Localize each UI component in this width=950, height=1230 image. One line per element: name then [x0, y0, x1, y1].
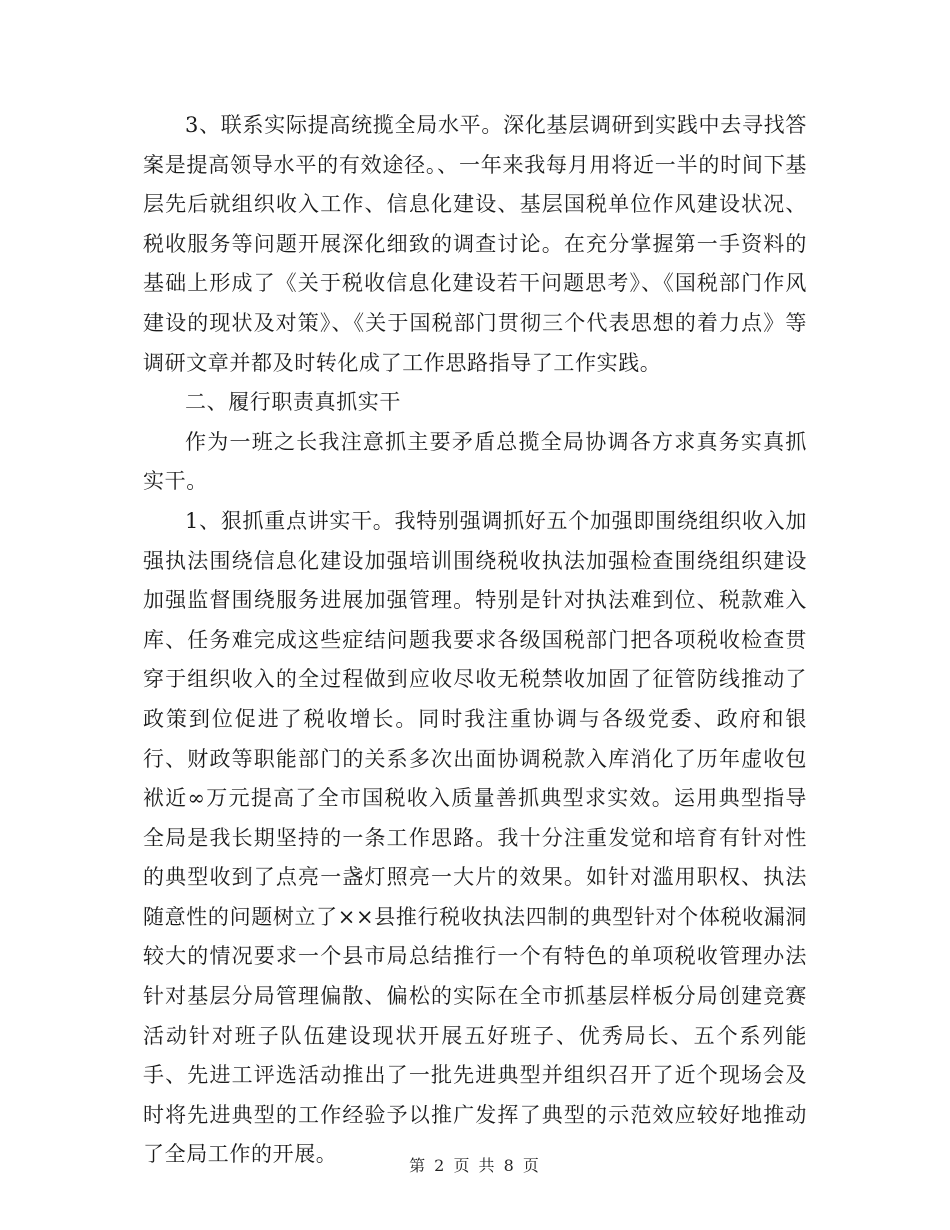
paragraph-research: 3、联系实际提高统揽全局水平。深化基层调研到实践中去寻找答案是提高领导水平的有效途径。、一年来我每月用将近一半的时间下基层先后就组织收入工作、信息化建设、基层国税单位作风建设状况、税收服务等问题开展深化细致的调查讨论。在充分掌握第一手资料的基础上形成了《关于税收信息化建设若干问题思考》、《国税部门作风建设的现状及对策》、《关于国税部门贯彻三个代表思想的着力点》等调研文章并都及时转化成了工作思路指导了工作实践。: [143, 113, 807, 375]
paragraph-intro: 作为一班之长我注意抓主要矛盾总揽全局协调各方求真务实真抓实干。: [143, 429, 807, 494]
paragraph-key-points: 1、狠抓重点讲实干。我特别强调抓好五个加强即围绕组织收入加强执法围绕信息化建设加强培训围绕税收执法加强检查围绕组织建设加强监督围绕服务进展加强管理。特别是针对执法难到位、税款难入库、任务难完成这些症结问题我要求各级国税部门把各项税收检查贯穿于组织收入的全过程做到应收尽收无税禁收加固了征管防线推动了政策到位促进了税收增长。同时我注重协调与各级党委、政府和银行、财政等职能部门的关系多次出面协调税款入库消化了历年虚收包袱近∞万元提高了全市国税收入质量善抓典型求实效。运用典型指导全局是我长期坚持的一条工作思路。我十分注重发觉和培育有针对性的典型收到了点亮一盏灯照亮一大片的效果。如针对滥用职权、执法随意性的问题树立了××县推行税收执法四制的典型针对个体税收漏洞较大的情况要求一个县市局总结推行一个有特色的单项税收管理办法针对基层分局管理偏散、偏松的实际在全市抓基层样板分局创建竞赛活动针对班子队伍建设现状开展五好班子、优秀局长、五个系列能手、先进工评选活动推出了一批先进典型并组织召开了近个现场会及时将先进典型的工作经验予以推广发挥了典型的示范效应较好地推动了全局工作的开展。: [143, 508, 807, 1167]
document-body: [143, 106, 807, 1175]
section-heading: 二、履行职责真抓实干: [185, 390, 401, 415]
page-footer: 第 2 页 共 8 页: [409, 1156, 541, 1175]
